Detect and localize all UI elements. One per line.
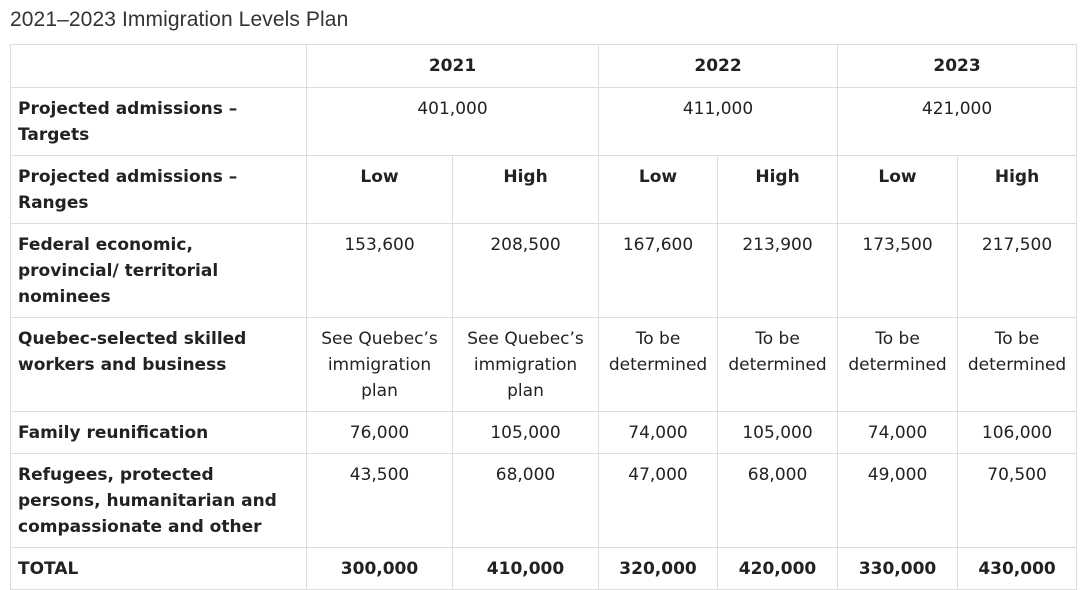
table-cell: To be determined — [838, 318, 958, 412]
total-cell: 430,000 — [958, 548, 1077, 590]
table-cell: 68,000 — [453, 454, 599, 548]
table-cell: 213,900 — [718, 224, 838, 318]
row-label: Projected admissions – Ranges — [11, 156, 307, 224]
table-row — [11, 454, 1077, 548]
row-label: Projected admissions – Targets — [11, 88, 307, 156]
table-cell: 106,000 — [958, 412, 1077, 454]
table-header-row — [11, 45, 1077, 88]
year-header: 2023 — [838, 45, 1077, 88]
total-cell: 320,000 — [599, 548, 718, 590]
range-header: Low — [838, 156, 958, 224]
table-row — [11, 88, 1077, 156]
table-cell: 70,500 — [958, 454, 1077, 548]
table-cell: 74,000 — [838, 412, 958, 454]
table-row — [11, 224, 1077, 318]
table-cell: 105,000 — [718, 412, 838, 454]
table-cell: 76,000 — [307, 412, 453, 454]
table-row — [11, 412, 1077, 454]
table-cell: 105,000 — [453, 412, 599, 454]
row-label: Federal economic, provincial/ territorial nominees — [11, 224, 307, 318]
table-cell: 74,000 — [599, 412, 718, 454]
table-row — [11, 318, 1077, 412]
total-cell: 330,000 — [838, 548, 958, 590]
table-cell: To be determined — [718, 318, 838, 412]
row-label: TOTAL — [11, 548, 307, 590]
total-cell: 420,000 — [718, 548, 838, 590]
total-cell: 300,000 — [307, 548, 453, 590]
immigration-levels-table — [10, 44, 1077, 590]
total-row — [11, 548, 1077, 590]
table-cell: See Quebec’s immigration plan — [453, 318, 599, 412]
table-cell: 43,500 — [307, 454, 453, 548]
year-header: 2022 — [599, 45, 838, 88]
page-title: 2021–2023 Immigration Levels Plan — [10, 8, 349, 31]
range-header: High — [453, 156, 599, 224]
table-cell: 411,000 — [599, 88, 838, 156]
row-label: Refugees, protected persons, humanitarian and compassionate and other — [11, 454, 307, 548]
table-row — [11, 156, 1077, 224]
table-cell: 49,000 — [838, 454, 958, 548]
range-header: High — [958, 156, 1077, 224]
range-header: Low — [599, 156, 718, 224]
range-header: High — [718, 156, 838, 224]
table-cell: 68,000 — [718, 454, 838, 548]
table-cell: See Quebec’s immigration plan — [307, 318, 453, 412]
table-cell: 217,500 — [958, 224, 1077, 318]
total-cell: 410,000 — [453, 548, 599, 590]
year-header: 2021 — [307, 45, 599, 88]
table-cell: 208,500 — [453, 224, 599, 318]
row-label: Family reunification — [11, 412, 307, 454]
table-cell: To be determined — [599, 318, 718, 412]
table-cell: 47,000 — [599, 454, 718, 548]
table-cell: To be determined — [958, 318, 1077, 412]
row-label: Quebec-selected skilled workers and business — [11, 318, 307, 412]
table-cell: 153,600 — [307, 224, 453, 318]
table-cell: 421,000 — [838, 88, 1077, 156]
table-cell: 167,600 — [599, 224, 718, 318]
table-cell: 173,500 — [838, 224, 958, 318]
empty-header-cell — [11, 45, 307, 88]
range-header: Low — [307, 156, 453, 224]
table-cell: 401,000 — [307, 88, 599, 156]
